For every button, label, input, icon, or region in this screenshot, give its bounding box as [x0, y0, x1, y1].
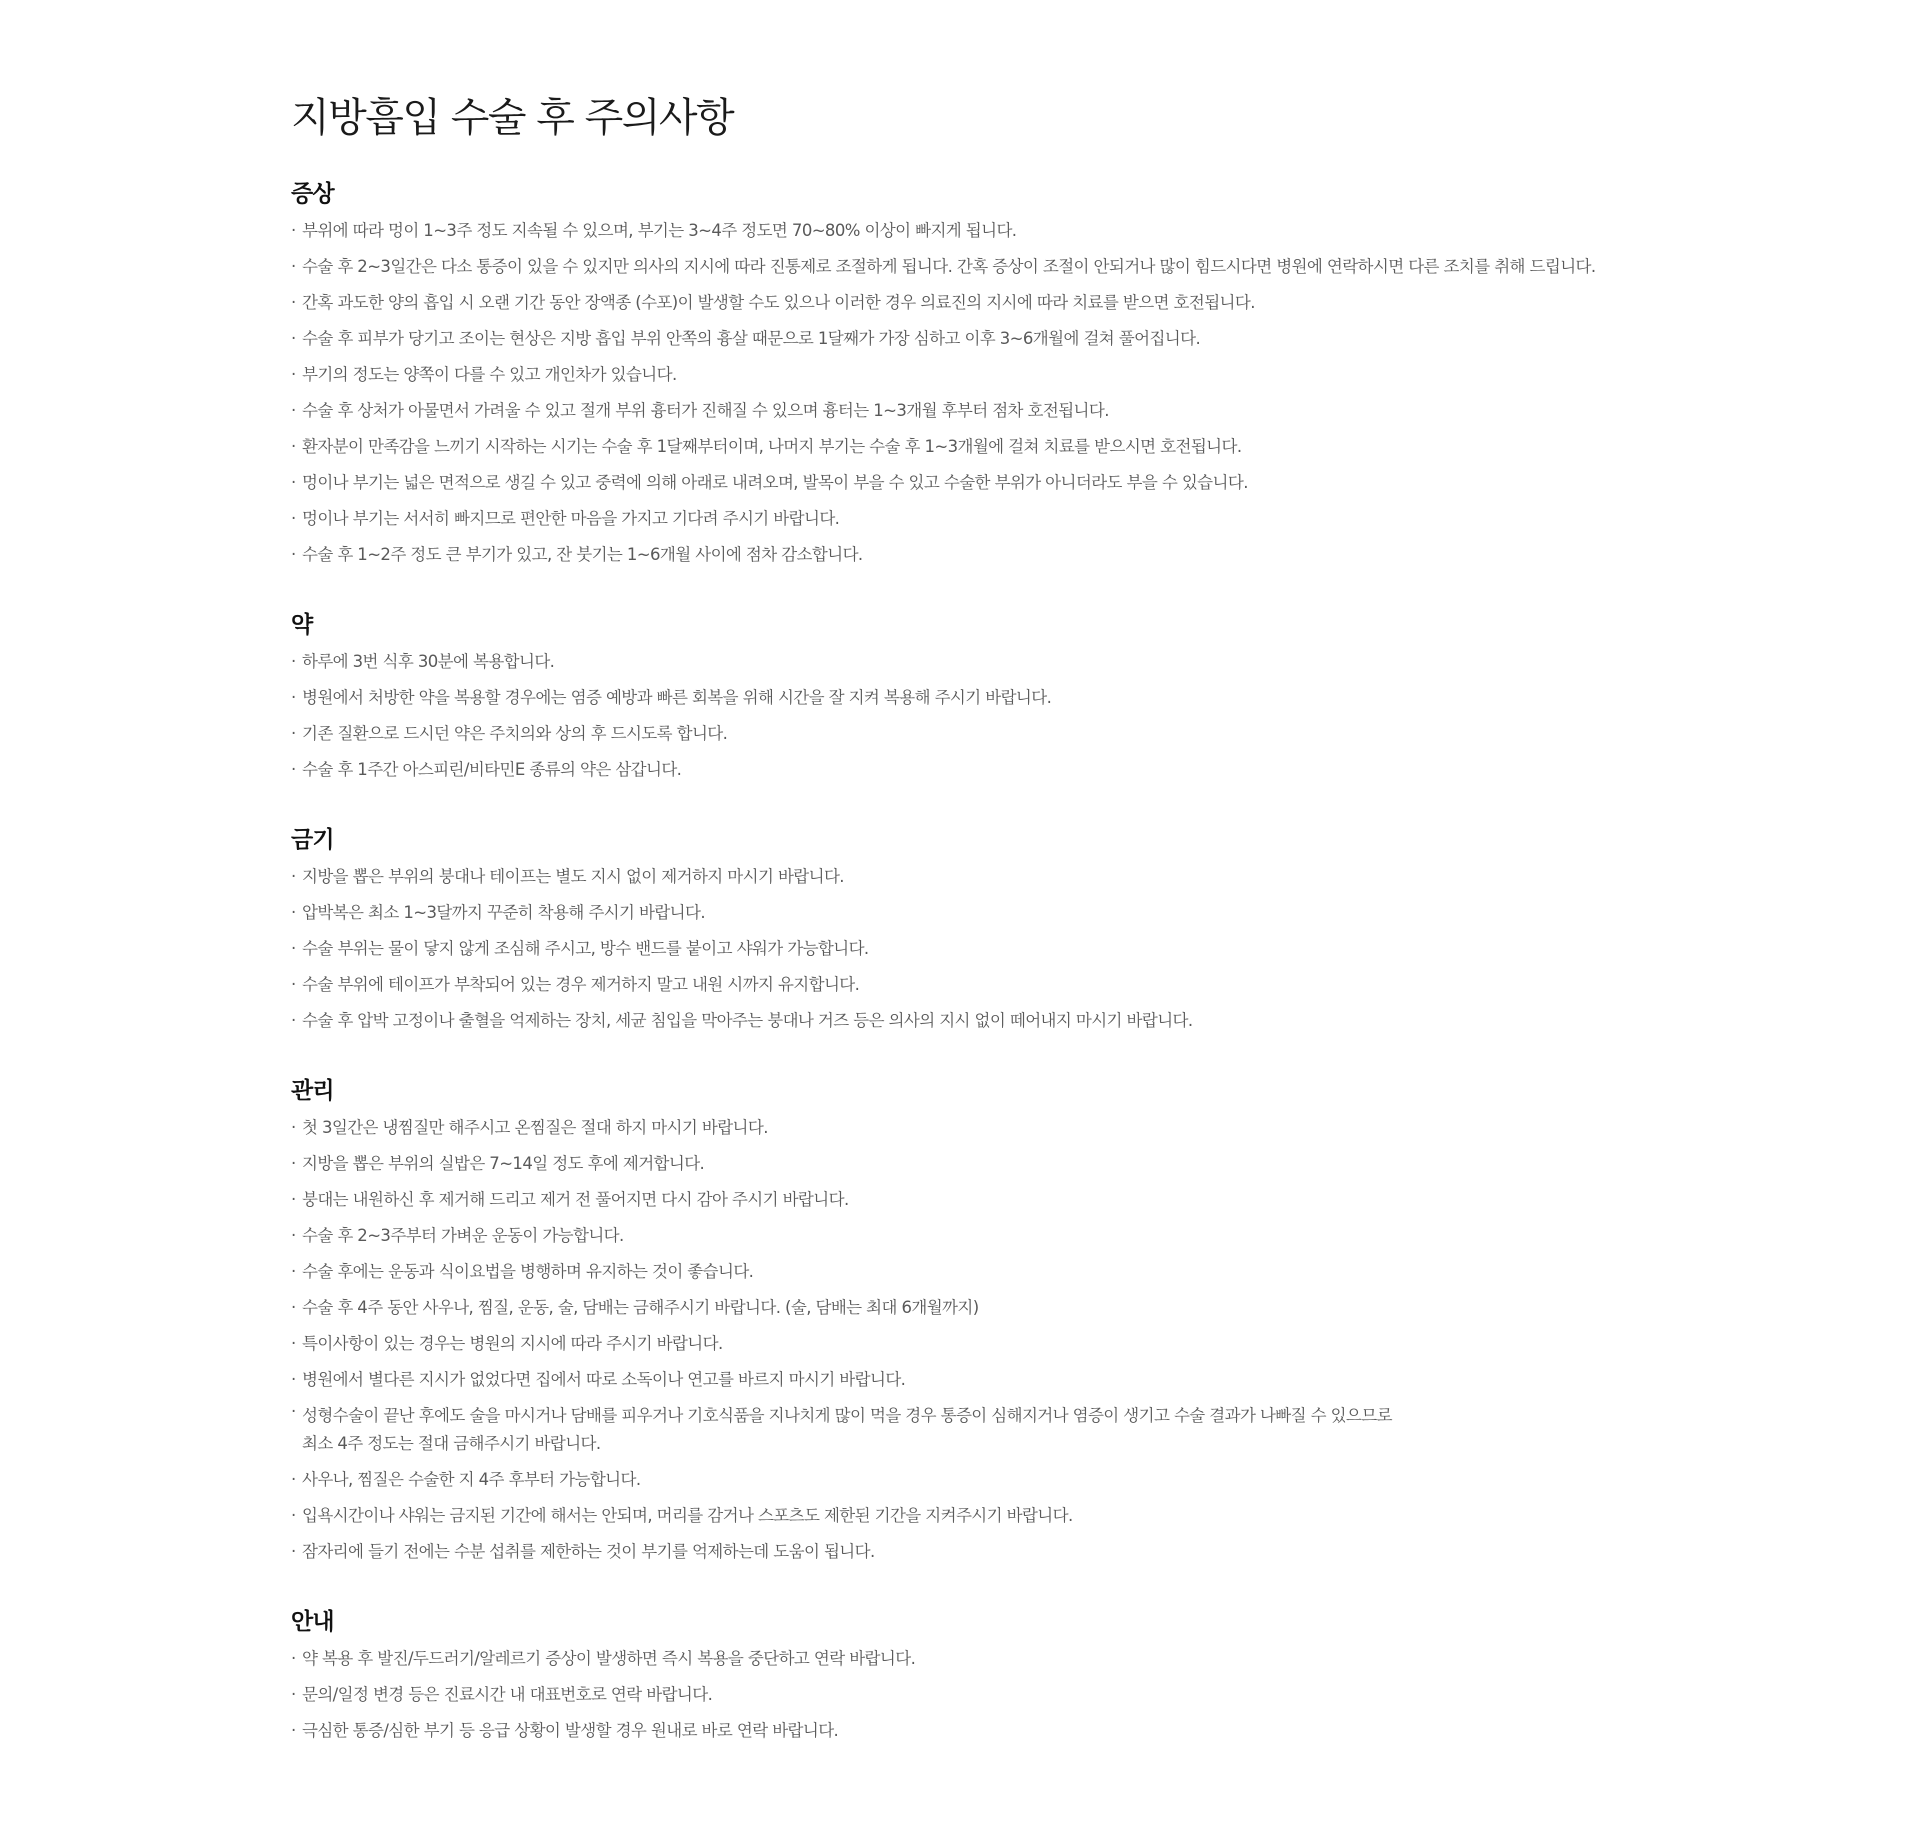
list-item: · 환자분이 만족감을 느끼기 시작하는 시기는 수술 후 1달째부터이며, 나머지 부기는 수술 후 1~3개월에 걸쳐 치료를 받으시면 호전됩니다. — [291, 429, 1920, 465]
list-item-multiline — [291, 1398, 1920, 1462]
list-item: · 간혹 과도한 양의 흡입 시 오랜 기간 동안 장액종 (수포)이 발생할 수도 있으나 이러한 경우 의료진의 지시에 따라 치료를 받으면 호전됩니다. — [291, 285, 1920, 321]
page-title: 지방흡입 수술 후 주의사항 — [291, 95, 734, 141]
list-item: · 수술 후에는 운동과 식이요법을 병행하며 유지하는 것이 좋습니다. — [291, 1254, 1920, 1290]
notice-list — [291, 1641, 1920, 1749]
section-medication — [291, 606, 1920, 788]
section-care — [291, 1072, 1920, 1570]
list-item: · 극심한 통증/심한 부기 등 응급 상황이 발생할 경우 원내로 바로 연락 바랍니다. — [291, 1713, 1920, 1749]
section-prohibitions — [291, 821, 1920, 1039]
list-item: · 첫 3일간은 냉찜질만 해주시고 온찜질은 절대 하지 마시기 바랍니다. — [291, 1110, 1920, 1146]
list-item: · 수술 후 4주 동안 사우나, 찜질, 운동, 술, 담배는 금해주시기 바랍니다. (술, 담배는 최대 6개월까지) — [291, 1290, 1920, 1326]
list-item: · 약 복용 후 발진/두드러기/알레르기 증상이 발생하면 즉시 복용을 중단하고 연락 바랍니다. — [291, 1641, 1920, 1677]
list-item: · 기존 질환으로 드시던 약은 주치의와 상의 후 드시도록 합니다. — [291, 716, 1920, 752]
prohibitions-list — [291, 859, 1920, 1039]
section-title: 증상 — [291, 181, 334, 207]
list-item-line: 최소 4주 정도는 절대 금해주시기 바랍니다. — [302, 1434, 601, 1453]
list-item: · 잠자리에 들기 전에는 수분 섭취를 제한하는 것이 부기를 억제하는데 도움이 됩니다. — [291, 1534, 1920, 1570]
list-item: · 문의/일정 변경 등은 진료시간 내 대표번호로 연락 바랍니다. — [291, 1677, 1920, 1713]
list-item: · 병원에서 별다른 지시가 없었다면 집에서 따로 소독이나 연고를 바르지 마시기 바랍니다. — [291, 1362, 1920, 1398]
list-item: · 멍이나 부기는 넓은 면적으로 생길 수 있고 중력에 의해 아래로 내려오며, 발목이 부을 수 있고 수술한 부위가 아니더라도 부을 수 있습니다. — [291, 465, 1920, 501]
list-item: · 지방을 뽑은 부위의 붕대나 테이프는 별도 지시 없이 제거하지 마시기 바랍니다. — [291, 859, 1920, 895]
section-symptoms — [291, 175, 1920, 573]
list-item: · 부위에 따라 멍이 1~3주 정도 지속될 수 있으며, 부기는 3~4주 정도면 70~80% 이상이 빠지게 됩니다. — [291, 213, 1920, 249]
list-item: · 수술 후 압박 고정이나 출혈을 억제하는 장치, 세균 침입을 막아주는 붕대나 거즈 등은 의사의 지시 없이 떼어내지 마시기 바랍니다. — [291, 1003, 1920, 1039]
list-item: · 붕대는 내원하신 후 제거해 드리고 제거 전 풀어지면 다시 감아 주시기 바랍니다. — [291, 1182, 1920, 1218]
list-item-line: · 성형수술이 끝난 후에도 술을 마시거나 담배를 피우거나 기호식품을 지나치게 많이 먹을 경우 통증이 심해지거나 염증이 생기고 수술 결과가 나빠질 수 있으므로 — [302, 1406, 1392, 1425]
section-title: 안내 — [291, 1609, 334, 1635]
list-item: · 특이사항이 있는 경우는 병원의 지시에 따라 주시기 바랍니다. — [291, 1326, 1920, 1362]
list-item: · 하루에 3번 식후 30분에 복용합니다. — [291, 644, 1920, 680]
list-item: · 부기의 정도는 양쪽이 다를 수 있고 개인차가 있습니다. — [291, 357, 1920, 393]
care-list — [291, 1110, 1920, 1570]
list-item: · 압박복은 최소 1~3달까지 꾸준히 착용해 주시기 바랍니다. — [291, 895, 1920, 931]
list-item: · 입욕시간이나 샤워는 금지된 기간에 해서는 안되며, 머리를 감거나 스포츠도 제한된 기간을 지켜주시기 바랍니다. — [291, 1498, 1920, 1534]
list-item: · 수술 후 피부가 당기고 조이는 현상은 지방 흡입 부위 안쪽의 흉살 때문으로 1달째가 가장 심하고 이후 3~6개월에 걸쳐 풀어집니다. — [291, 321, 1920, 357]
section-title: 약 — [291, 612, 313, 638]
list-item: · 수술 후 1~2주 정도 큰 부기가 있고, 잔 붓기는 1~6개월 사이에 점차 감소합니다. — [291, 537, 1920, 573]
list-item: · 수술 후 2~3일간은 다소 통증이 있을 수 있지만 의사의 지시에 따라 진통제로 조절하게 됩니다. 간혹 증상이 조절이 안되거나 많이 힘드시다면 병원에 연락하시면 다른 조치를 취해 드립니다. — [291, 249, 1920, 285]
list-item: · 수술 부위는 물이 닿지 않게 조심해 주시고, 방수 밴드를 붙이고 샤워가 가능합니다. — [291, 931, 1920, 967]
list-item: · 수술 후 1주간 아스피린/비타민E 종류의 약은 삼갑니다. — [291, 752, 1920, 788]
list-item: · 병원에서 처방한 약을 복용할 경우에는 염증 예방과 빠른 회복을 위해 시간을 잘 지켜 복용해 주시기 바랍니다. — [291, 680, 1920, 716]
list-item: · 수술 후 상처가 아물면서 가려울 수 있고 절개 부위 흉터가 진해질 수 있으며 흉터는 1~3개월 후부터 점차 호전됩니다. — [291, 393, 1920, 429]
medication-list — [291, 644, 1920, 788]
section-title: 금기 — [291, 827, 334, 853]
list-item: · 지방을 뽑은 부위의 실밥은 7~14일 정도 후에 제거합니다. — [291, 1146, 1920, 1182]
list-item: · 멍이나 부기는 서서히 빠지므로 편안한 마음을 가지고 기다려 주시기 바랍니다. — [291, 501, 1920, 537]
section-notice — [291, 1603, 1920, 1749]
list-item: · 사우나, 찜질은 수술한 지 4주 후부터 가능합니다. — [291, 1462, 1920, 1498]
section-title: 관리 — [291, 1078, 334, 1104]
symptoms-list — [291, 213, 1920, 573]
list-item: · 수술 후 2~3주부터 가벼운 운동이 가능합니다. — [291, 1218, 1920, 1254]
list-item: · 수술 부위에 테이프가 부착되어 있는 경우 제거하지 말고 내원 시까지 유지합니다. — [291, 967, 1920, 1003]
